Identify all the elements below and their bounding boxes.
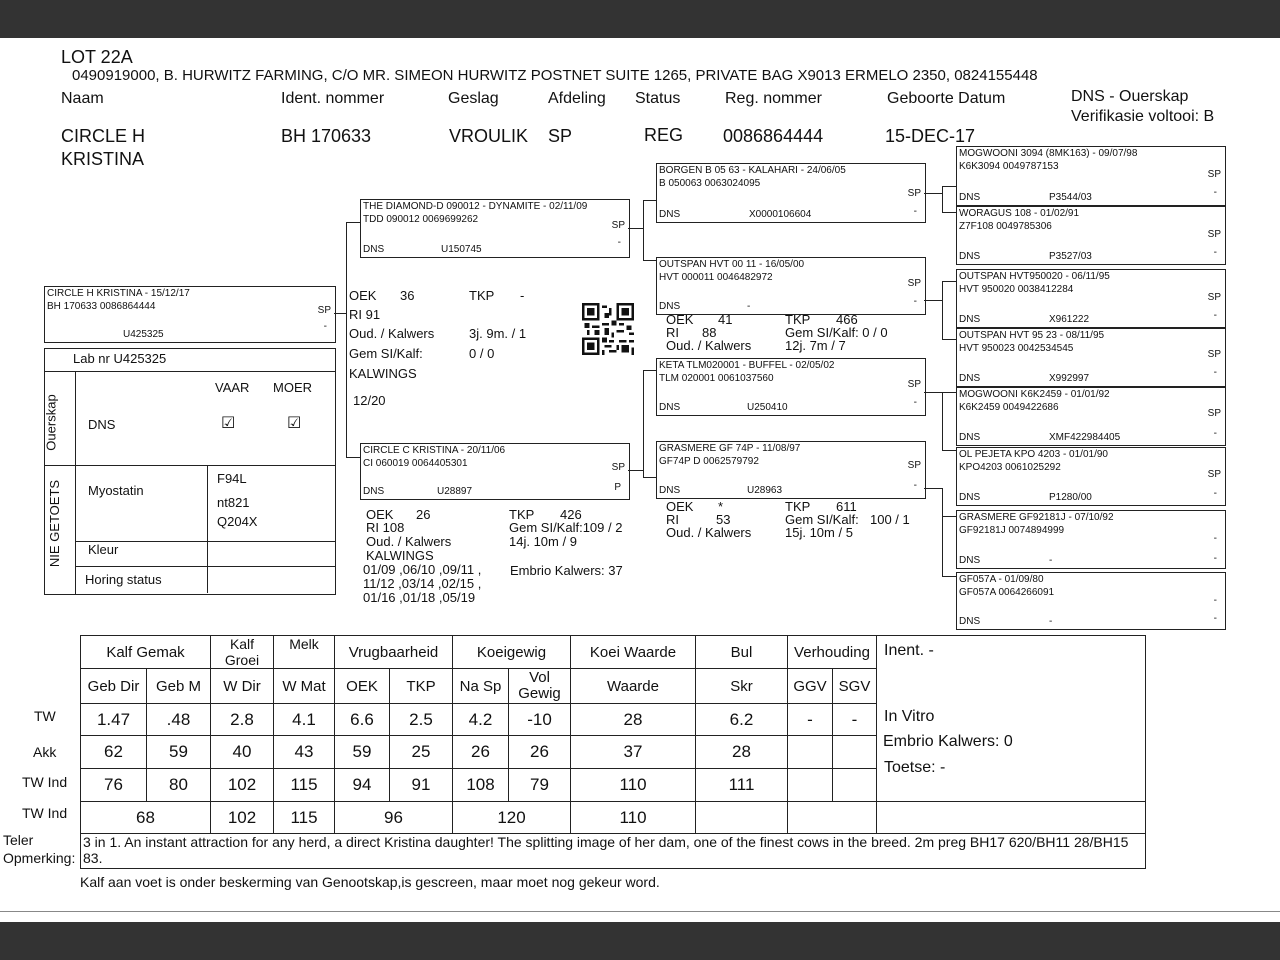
- gg-sp: SP: [1207, 169, 1221, 180]
- gg-ids: HVT 950023 0042534545: [959, 343, 1074, 354]
- gg-ids: K6K2459 0049422686: [959, 402, 1059, 413]
- gg-dns: DNS: [959, 192, 981, 203]
- dam-box: [360, 443, 630, 500]
- sd-gem: Gem SI/Kalf: 0 / 0: [785, 325, 888, 340]
- tw-value: -: [788, 704, 833, 736]
- sd-title: OUTSPAN HVT 00 11 - 16/05/00: [659, 259, 805, 270]
- opmerking-label: Opmerking:: [3, 850, 76, 866]
- gg-sp: SP: [1207, 469, 1221, 480]
- dd-dash: -: [913, 480, 917, 491]
- dam-kalwings: KALWINGS: [366, 548, 434, 563]
- sd-tkp-label: TKP: [785, 312, 811, 327]
- sire-kalwings: KALWINGS: [349, 366, 417, 381]
- col-geboorte: Geboorte Datum: [887, 90, 1006, 107]
- dam-sire-box: [656, 358, 926, 416]
- row-label-twind2: TW Ind: [22, 805, 68, 821]
- val-naam1: CIRCLE H: [61, 126, 146, 146]
- twind2-value: 120: [453, 802, 571, 834]
- gg-dnsval: X961222: [1049, 314, 1090, 325]
- myo-q204x: Q204X: [217, 514, 258, 529]
- col-geslag: Geslag: [448, 90, 499, 107]
- gg-dash: -: [1213, 613, 1217, 624]
- sd-sp: SP: [907, 278, 921, 289]
- dam-title: CIRCLE C KRISTINA - 20/11/06: [363, 445, 506, 456]
- sub-w-mat: W Mat: [274, 669, 335, 704]
- dam-ri: RI 108: [366, 520, 405, 535]
- ss-dnsval: X0000106604: [749, 209, 812, 220]
- gg-dns: DNS: [959, 492, 981, 503]
- row-label-akk: Akk: [33, 744, 57, 760]
- gg-dns: DNS: [959, 432, 981, 443]
- dd-oek-label: OEK: [666, 499, 694, 514]
- gg-dash: -: [1213, 310, 1217, 321]
- gg-ids: GF92181J 0074894999: [959, 525, 1065, 536]
- sire-title: THE DIAMOND-D 090012 - DYNAMITE - 02/11/09: [363, 201, 588, 212]
- dam-kalwings-1: 01/09 ,06/10 ,09/11 ,: [363, 562, 482, 577]
- dd-title: GRASMERE GF 74P - 11/08/97: [659, 443, 801, 454]
- gg-dash: -: [1213, 187, 1217, 198]
- twind2-empty: [877, 802, 1146, 834]
- twind2-value: 68: [81, 802, 211, 834]
- ebv-table: [80, 635, 1146, 869]
- dd-gem-label: Gem SI/Kalf:: [785, 512, 859, 527]
- dd-ri-label: RI: [666, 512, 679, 527]
- sire-oek-value: 36: [400, 288, 415, 303]
- sire-ids: TDD 090012 0069699262: [363, 214, 479, 225]
- group-kalf-groei: Kalf Groei: [211, 636, 274, 669]
- tw-value: 4.2: [453, 704, 509, 736]
- sire-sp: SP: [611, 220, 625, 231]
- dd-oek-value: *: [718, 499, 724, 514]
- tw-value: .48: [147, 704, 211, 736]
- sd-tkp-value: 466: [836, 312, 858, 327]
- sire-ri: RI 91: [349, 307, 381, 322]
- gg-dash: -: [1213, 428, 1217, 439]
- animal-dna: U425325: [123, 329, 164, 340]
- sire-gem-value: 0 / 0: [469, 346, 495, 361]
- sire-kalwings-value: 12/20: [353, 393, 386, 408]
- sire-tkp-value: -: [520, 288, 525, 303]
- gg-ids: Z7F108 0049785306: [959, 221, 1052, 232]
- gg-title: MOGWOONI K6K2459 - 01/01/92: [959, 389, 1110, 400]
- gg-box-6: [956, 447, 1226, 506]
- gg-dash: -: [1213, 367, 1217, 378]
- val-status: REG: [644, 125, 684, 145]
- row-label-tw: TW: [34, 708, 56, 724]
- akk-value: 37: [571, 736, 696, 769]
- val-ident: BH 170633: [281, 126, 372, 146]
- val-geslag: VROULIK: [449, 126, 529, 146]
- dam-oud-label: Oud. / Kalwers: [366, 534, 452, 549]
- val-reg: 0086864444: [723, 126, 824, 146]
- akk-value: 62: [81, 736, 147, 769]
- dd-tkp-value: 611: [836, 499, 857, 514]
- gg-dns: DNS: [959, 555, 981, 566]
- akk-value: 26: [509, 736, 571, 769]
- lot-number: LOT 22A: [61, 47, 133, 67]
- tw-value: -: [833, 704, 877, 736]
- gg-dash: -: [1213, 553, 1217, 564]
- gg-box-5: [956, 387, 1226, 446]
- twind-value: 76: [81, 769, 147, 802]
- dd-ids: GF74P D 0062579792: [659, 456, 759, 467]
- col-dns: DNS - Ouerskap: [1071, 88, 1189, 105]
- twind-value: 79: [509, 769, 571, 802]
- col-ident: Ident. nommer: [281, 90, 385, 107]
- akk-empty: [833, 736, 877, 769]
- lab-nie-getoets: NIE GETOETS: [47, 479, 63, 568]
- twind-value: 94: [335, 769, 390, 802]
- sd-dash: -: [913, 296, 917, 307]
- gg-box-2: [956, 206, 1226, 265]
- ss-title: BORGEN B 05 63 - KALAHARI - 24/06/05: [659, 165, 846, 176]
- val-naam2: KRISTINA: [61, 149, 145, 169]
- ds-dns: DNS: [659, 402, 681, 413]
- tw-value: 6.6: [335, 704, 390, 736]
- sire-gem-label: Gem SI/Kalf:: [349, 346, 423, 361]
- gg-dash: -: [1213, 247, 1217, 258]
- gg-sp: -: [1213, 595, 1217, 606]
- gg-dns: DNS: [959, 251, 981, 262]
- dd-oud-label: Oud. / Kalwers: [666, 525, 752, 540]
- twind-empty: [833, 769, 877, 802]
- gg-dash: -: [1213, 488, 1217, 499]
- sub-w-dir: W Dir: [211, 669, 274, 704]
- top-bar: [0, 0, 1280, 38]
- remark-cell: 3 in 1. An instant attraction for any herd, a direct Kristina daughter! The splitting image of her dam, one of the finest cows in the breed. 2m preg BH17 620/BH11 28/BH15 83.: [81, 834, 1146, 869]
- ds-ids: TLM 020001 0061037560: [659, 373, 774, 384]
- col-afdeling: Afdeling: [548, 90, 606, 107]
- dam-embrio: Embrio Kalwers: 37: [510, 563, 623, 578]
- embrio-label: Embrio Kalwers: 0: [883, 733, 1013, 750]
- myo-f94l: F94L: [217, 471, 247, 486]
- gg-box-4: [956, 328, 1226, 387]
- dam-tkp-label: TKP: [509, 507, 535, 522]
- vaar-checkbox-icon: ☑: [221, 415, 236, 432]
- col-verif: Verifikasie voltooi: B: [1071, 108, 1215, 125]
- gg-ids: K6K3094 0049787153: [959, 161, 1059, 172]
- ds-title: KETA TLM020001 - BUFFEL - 02/05/02: [659, 360, 835, 371]
- gg-dnsval: -: [1049, 616, 1053, 627]
- gg-ids: GF057A 0064266091: [959, 587, 1055, 598]
- col-status: Status: [635, 90, 681, 107]
- dam-p: P: [614, 482, 621, 493]
- sub-sgv: SGV: [833, 669, 877, 704]
- inent-label: Inent. -: [884, 642, 934, 659]
- sire-dns: DNS: [363, 244, 385, 255]
- col-reg: Reg. nommer: [725, 90, 822, 107]
- twind2-value: 110: [571, 802, 696, 834]
- val-afdeling: SP: [548, 126, 573, 146]
- sire-sire-box: [656, 163, 926, 223]
- twind2-empty: [696, 802, 788, 834]
- akk-value: 26: [453, 736, 509, 769]
- qr-code-icon: [582, 303, 634, 355]
- animal-title: CIRCLE H KRISTINA - 15/12/17: [47, 288, 190, 299]
- sire-dnsval: U150745: [441, 244, 482, 255]
- col-naam: Naam: [61, 90, 104, 107]
- sd-oud-label: Oud. / Kalwers: [666, 338, 752, 353]
- side-info-cell: [877, 636, 1146, 802]
- twind-value: 115: [274, 769, 335, 802]
- gg-box-1: [956, 146, 1226, 206]
- dam-dam-box: [656, 441, 926, 499]
- gg-title: OUTSPAN HVT 95 23 - 08/11/95: [959, 330, 1105, 341]
- lab-box: [44, 348, 336, 595]
- dam-ids: CI 060019 0064405301: [363, 458, 468, 469]
- sub-ggv: GGV: [788, 669, 833, 704]
- sd-ri-label: RI: [666, 325, 679, 340]
- dd-sp: SP: [907, 460, 921, 471]
- akk-value: 25: [390, 736, 453, 769]
- sd-oek-label: OEK: [666, 312, 694, 327]
- gg-box-3: [956, 269, 1226, 328]
- dam-sp: SP: [611, 462, 625, 473]
- ss-dns: DNS: [659, 209, 681, 220]
- tw-value: 4.1: [274, 704, 335, 736]
- twind-value: 111: [696, 769, 788, 802]
- group-melk: Melk: [274, 636, 335, 669]
- tw-value: -10: [509, 704, 571, 736]
- ds-sp: SP: [907, 379, 921, 390]
- akk-value: 59: [335, 736, 390, 769]
- dam-kalwings-3: 01/16 ,01/18 ,05/19: [363, 590, 476, 605]
- tw-value: 2.8: [211, 704, 274, 736]
- gg-sp: SP: [1207, 349, 1221, 360]
- gg-dnsval: X992997: [1049, 373, 1090, 384]
- gg-dns: DNS: [959, 373, 981, 384]
- dd-ri-value: 53: [716, 512, 731, 527]
- gg-dnsval: P3544/03: [1049, 192, 1092, 203]
- animal-box: [44, 286, 336, 343]
- animal-dash: -: [323, 321, 327, 332]
- sd-dns: DNS: [659, 301, 681, 312]
- gg-box-7: [956, 510, 1226, 569]
- sub-tkp: TKP: [390, 669, 453, 704]
- twind-value: 108: [453, 769, 509, 802]
- gg-sp: SP: [1207, 408, 1221, 419]
- sub-oek: OEK: [335, 669, 390, 704]
- lab-number: Lab nr U425325: [73, 351, 167, 366]
- dam-oek-label: OEK: [366, 507, 394, 522]
- lab-ouerskap: Ouerskap: [43, 394, 59, 451]
- toetse-label: Toetse: -: [884, 759, 946, 776]
- sd-ri-value: 88: [702, 325, 717, 340]
- gg-box-8: [956, 572, 1226, 630]
- sd-oek-value: 41: [718, 312, 733, 327]
- dd-gem-value: 100 / 1: [870, 512, 910, 527]
- animal-ids: BH 170633 0086864444: [47, 301, 156, 312]
- gg-title: MOGWOONI 3094 (8MK163) - 09/07/98: [959, 148, 1138, 159]
- gg-title: OUTSPAN HVT950020 - 06/11/95: [959, 271, 1110, 282]
- tw-value: 28: [571, 704, 696, 736]
- twind-value: 80: [147, 769, 211, 802]
- sub-vol-gewig: Vol Gewig: [509, 669, 571, 704]
- group-verhouding: Verhouding: [788, 636, 877, 669]
- bottom-bar: [0, 922, 1280, 960]
- twind2-value: 102: [211, 802, 274, 834]
- dd-tkp-label: TKP: [785, 499, 811, 514]
- akk-value: 43: [274, 736, 335, 769]
- akk-value: 59: [147, 736, 211, 769]
- gg-title: GF057A - 01/09/80: [959, 574, 1044, 585]
- gg-title: GRASMERE GF92181J - 07/10/92: [959, 512, 1114, 523]
- gg-dnsval: P1280/00: [1049, 492, 1092, 503]
- gg-dnsval: XMF422984405: [1049, 432, 1121, 443]
- dam-dnsval: U28897: [437, 486, 473, 497]
- ss-dash: -: [913, 206, 917, 217]
- gg-sp: -: [1213, 533, 1217, 544]
- group-vrugbaarheid: Vrugbaarheid: [335, 636, 453, 669]
- sd-oud-value: 12j. 7m / 7: [785, 338, 846, 353]
- ss-sp: SP: [907, 188, 921, 199]
- myo-nt821: nt821: [217, 495, 250, 510]
- sire-dash: -: [617, 237, 621, 248]
- twind2-value: 115: [274, 802, 335, 834]
- twind-value: 102: [211, 769, 274, 802]
- dam-kalwings-2: 11/12 ,03/14 ,02/15 ,: [363, 576, 482, 591]
- lab-vaar: VAAR: [215, 380, 250, 395]
- gg-sp: SP: [1207, 229, 1221, 240]
- gg-sp: SP: [1207, 292, 1221, 303]
- twind-empty: [788, 769, 833, 802]
- twind2-value: 96: [335, 802, 453, 834]
- gg-ids: HVT 950020 0038412284: [959, 284, 1074, 295]
- val-geboorte: 15-DEC-17: [885, 126, 976, 146]
- group-koeigewig: Koeigewig: [453, 636, 571, 669]
- gg-dnsval: -: [1049, 555, 1053, 566]
- sire-oud-value: 3j. 9m. / 1: [469, 326, 527, 341]
- twind2-empty: [788, 802, 877, 834]
- sire-oud-label: Oud. / Kalwers: [349, 326, 435, 341]
- sub-waarde: Waarde: [571, 669, 696, 704]
- sire-dam-box: [656, 257, 926, 315]
- dam-tkp-value: 426: [560, 507, 582, 522]
- dam-dns: DNS: [363, 486, 385, 497]
- tw-value: 1.47: [81, 704, 147, 736]
- footer-note: Kalf aan voet is onder beskerming van Genootskap,is gescreen, maar moet nog gekeur word.: [80, 874, 660, 890]
- lab-horing: Horing status: [85, 572, 162, 587]
- twind-value: 91: [390, 769, 453, 802]
- gg-dns: DNS: [959, 616, 981, 627]
- teler-label: Teler: [3, 832, 34, 848]
- divider: [0, 911, 1280, 912]
- ss-ids: B 050063 0063024095: [659, 178, 761, 189]
- ds-dash: -: [913, 397, 917, 408]
- sd-ids: HVT 000011 0046482972: [659, 272, 773, 283]
- dam-oek-value: 26: [416, 507, 431, 522]
- akk-value: 28: [696, 736, 788, 769]
- dd-oud-value: 15j. 10m / 5: [785, 525, 853, 540]
- gg-dnsval: P3527/03: [1049, 251, 1092, 262]
- dam-oud-value: 14j. 10m / 9: [509, 534, 577, 549]
- group-koei-waarde: Koei Waarde: [571, 636, 696, 669]
- lab-moer: MOER: [273, 380, 312, 395]
- lab-myostatin: Myostatin: [88, 483, 144, 498]
- dd-dnsval: U28963: [747, 485, 783, 496]
- group-bul: Bul: [696, 636, 788, 669]
- sub-geb-m: Geb M: [147, 669, 211, 704]
- twind-value: 110: [571, 769, 696, 802]
- moer-checkbox-icon: ☑: [287, 415, 302, 432]
- dd-dns: DNS: [659, 485, 681, 496]
- tw-value: 2.5: [390, 704, 453, 736]
- group-kalf-gemak: Kalf Gemak: [81, 636, 211, 669]
- sire-oek-label: OEK: [349, 288, 377, 303]
- sire-box: [360, 199, 630, 258]
- row-label-twind: TW Ind: [22, 774, 68, 790]
- sire-tkp-label: TKP: [469, 288, 495, 303]
- gg-title: OL PEJETA KPO 4203 - 01/01/90: [959, 449, 1108, 460]
- animal-sp: SP: [317, 305, 331, 316]
- lab-dns: DNS: [88, 417, 116, 432]
- owner-line: 0490919000, B. HURWITZ FARMING, C/O MR. SIMEON HURWITZ POSTNET SUITE 1265, PRIVATE BAG X9013 ERMELO 2350, 0824155448: [72, 67, 1038, 84]
- ds-dnsval: U250410: [747, 402, 788, 413]
- dam-gem: Gem SI/Kalf:109 / 2: [509, 520, 623, 535]
- lab-kleur: Kleur: [88, 542, 119, 557]
- sub-na-sp: Na Sp: [453, 669, 509, 704]
- gg-title: WORAGUS 108 - 01/02/91: [959, 208, 1080, 219]
- akk-empty: [788, 736, 833, 769]
- akk-value: 40: [211, 736, 274, 769]
- tw-value: 6.2: [696, 704, 788, 736]
- sub-geb-dir: Geb Dir: [81, 669, 147, 704]
- invitro-label: In Vitro: [884, 708, 935, 725]
- gg-ids: KPO4203 0061025292: [959, 462, 1061, 473]
- sub-skr: Skr: [696, 669, 788, 704]
- sd-dnsval: -: [747, 301, 751, 312]
- gg-dns: DNS: [959, 314, 981, 325]
